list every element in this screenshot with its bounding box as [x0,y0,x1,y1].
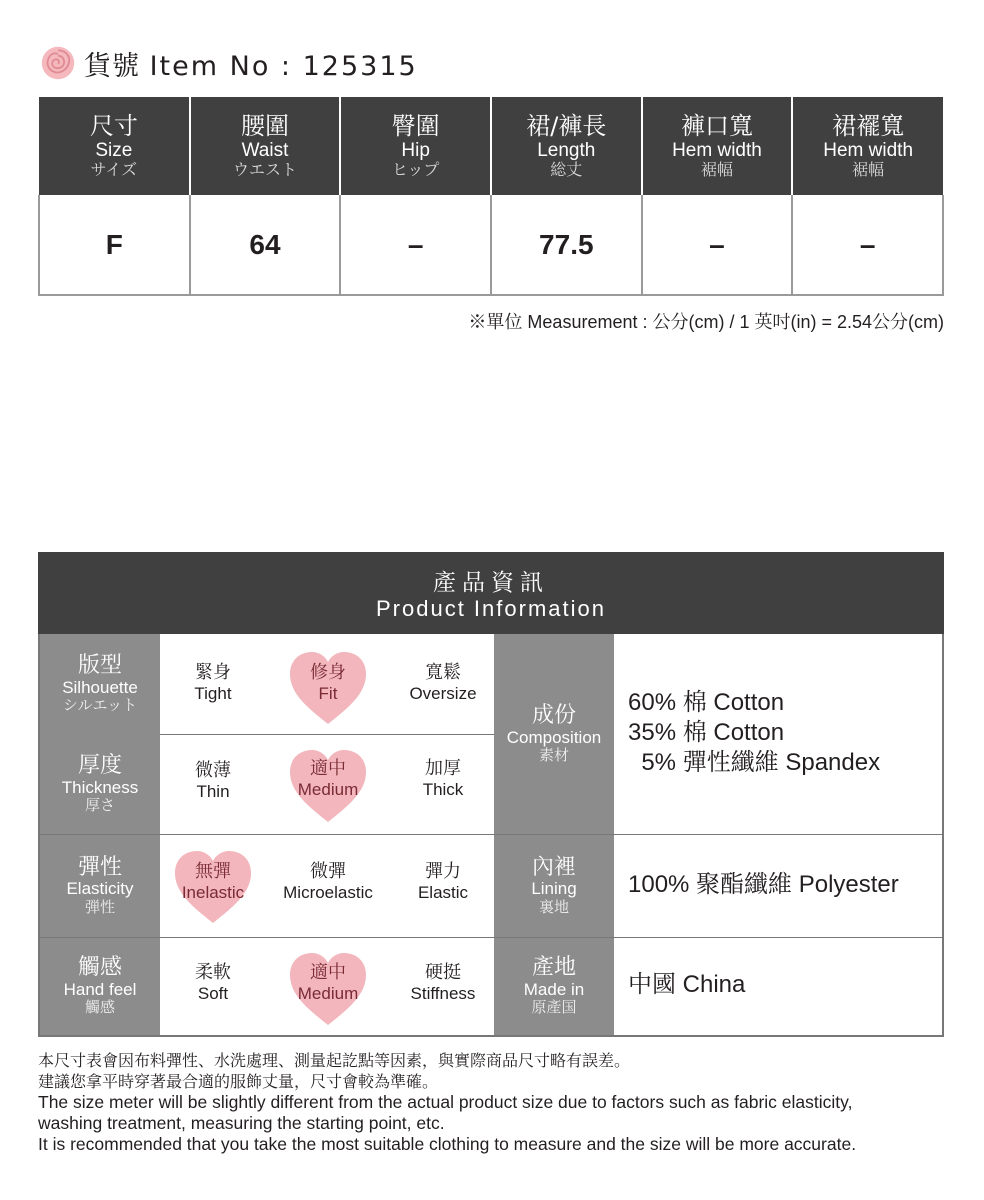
header-waist: 腰圍 Waist ウエスト [190,97,341,195]
option-elastic: 彈力 Elastic [417,861,469,902]
divider [40,834,944,835]
cell-length: 77.5 [491,195,642,295]
label-made-in: 產地 Made in 原產国 [494,937,614,1035]
option-oversize: 寬鬆 Oversize [409,662,477,703]
label-silhouette: 版型 Silhouette シルエット [40,634,160,734]
note-en-3: It is recommended that you take the most suitable clothing to measure and the size will be more accurate. [38,1134,857,1154]
option-medium-feel: 適中 Medium [297,962,359,1003]
disclaimer-notes [38,1050,968,1155]
note-en-2: washing treatment, measuring the starting point, etc. [38,1113,445,1133]
label-elasticity: 彈性 Elasticity 弾性 [40,834,160,937]
option-inelastic: 無彈 Inelastic [181,861,245,902]
item-header [40,42,418,84]
product-info-title-en: Product Information [376,596,606,621]
label-thickness: 厚度 Thickness 厚さ [40,734,160,834]
option-thick: 加厚 Thick [422,758,464,799]
size-table-header [39,97,943,195]
composition-value: 60% 棉 Cotton 35% 棉 Cotton 5% 彈性纖維 Spandex [628,689,881,776]
header-size: 尺寸 Size サイズ [39,97,190,195]
cell-waist: 64 [190,195,341,295]
label-lining: 內裡 Lining 裏地 [494,834,614,937]
header-skirt-hem-width: 裙襬寬 Hem width 裾幅 [792,97,943,195]
divider [40,937,944,938]
header-pants-hem-width: 褲口寬 Hem width 裾幅 [642,97,793,195]
note-en-1: The size meter will be slightly different from the actual product size due to factors such as fabric elasticity, [38,1092,853,1112]
note-zh-2: 建議您拿平時穿著最合適的服飾丈量，尺寸會較為準確。 [38,1072,439,1091]
divider [160,734,494,735]
header-hip: 臀圍 Hip ヒップ [340,97,491,195]
note-zh-1: 本尺寸表會因布料彈性、水洗處理、測量起訖點等因素，與實際商品尺寸略有誤差。 [38,1051,631,1070]
option-thin: 微薄 Thin [195,760,231,801]
made-in-value: 中國 China [628,971,746,998]
label-composition: 成份 Composition 素材 [494,634,614,834]
product-info-panel [38,552,944,1037]
option-medium-thickness: 適中 Medium [297,758,359,799]
option-stiffness: 硬挺 Stiffness [410,962,476,1003]
cell-skirt-hem-width: – [792,195,943,295]
item-title: 貨號 Item No : 125315 [84,50,418,82]
cell-hip: – [340,195,491,295]
cell-size: F [39,195,190,295]
rose-icon [40,45,76,81]
option-tight: 緊身 Tight [194,662,232,703]
lining-value: 100% 聚酯纖維 Polyester [628,871,899,898]
product-info-title-zh: 產品資訊 [433,570,549,596]
option-soft: 柔軟 Soft [195,962,231,1003]
product-info-header [38,552,944,634]
header-length: 裙/褲長 Length 総丈 [491,97,642,195]
cell-pants-hem-width: – [642,195,793,295]
label-hand-feel: 觸感 Hand feel 觸感 [40,937,160,1035]
option-fit: 修身 Fit [310,662,346,703]
unit-note: ※單位 Measurement : 公分(cm) / 1 英吋(in) = 2.54公分(cm) [468,312,944,332]
product-info-body [38,634,944,1037]
table-row [39,195,943,295]
option-microelastic: 微彈 Microelastic [283,861,373,902]
size-table [38,97,944,296]
